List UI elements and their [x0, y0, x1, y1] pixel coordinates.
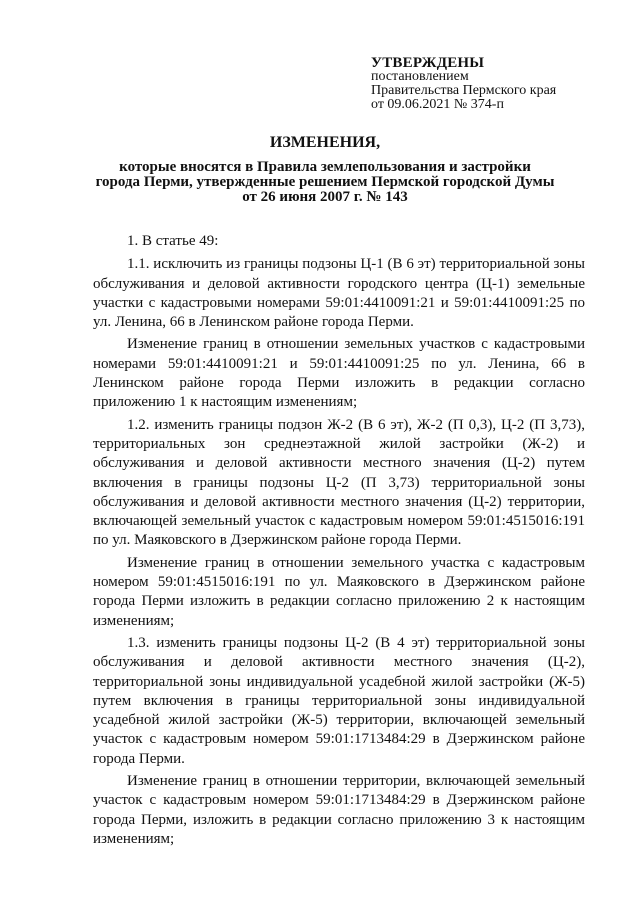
- document-body: [93, 232, 585, 852]
- body-paragraph: 1.2. изменить границы подзон Ж-2 (В 6 эт), Ж-2 (П 0,3), Ц-2 (П 3,73), территориальных зон среднеэтажной жилой застройки (Ж-2) и обслуживания и деловой активности местного значения (Ц-2) путем включения в границы подзоны Ц-2 (П 3,73) территориальной зоны обслуживания и деловой активности местного значения (Ц-2) территории, включающей земельный участок с кадастровым номером 59:01:4515016:191 по ул. Маяковского в Дзержинском районе города Перми.: [93, 416, 585, 549]
- body-paragraph: 1. В статье 49:: [127, 233, 219, 249]
- approval-line: от 09.06.2021 № 374-п: [371, 97, 504, 112]
- body-paragraph: 1.1. исключить из границы подзоны Ц-1 (В 6 эт) территориальной зоны обслуживания и деловой активности городского центра (Ц-1) земельные участки с кадастровыми номерами 59:01:4410091:21 и 59:01:4410091:25 по ул. Ленина, 66 в Ленинском районе города Перми.: [93, 256, 585, 331]
- document-title: ИЗМЕНЕНИЯ,: [269, 134, 381, 151]
- body-paragraph: Изменение границ в отношении земельных участков с кадастровыми номерами 59:01:4410091:21 и 59:01:4410091:25 по ул. Ленина, 66 в Ленинском районе города Перми изложить в редакции согласно приложению 1 к настоящим изменениям;: [93, 336, 585, 411]
- body-paragraph: 1.3. изменить границы подзоны Ц-2 (В 4 эт) территориальной зоны обслуживания и деловой активности местного значения (Ц-2), территориальной зоны индивидуальной усадебной жилой застройки (Ж-5) путем включения в границы территориальной зоны индивидуальной усадебной жилой застройки (Ж-5) территории, включающей земельный участок с кадастровым номером 59:01:1713484:29 в Дзержинском районе города Перми.: [93, 634, 585, 767]
- body-paragraph: Изменение границ в отношении земельного участка с кадастровым номером 59:01:4515016:191 по ул. Маяковского в Дзержинском районе города Перми изложить в редакции согласно приложению 2 к настоящим изменениям;: [93, 554, 585, 629]
- approval-line: постановлением: [371, 69, 469, 84]
- approval-heading: УТВЕРЖДЕНЫ: [371, 55, 485, 71]
- body-paragraph: Изменение границ в отношении территории, включающей земельный участок с кадастровым номером 59:01:1713484:29 в Дзержинском районе города Перми, изложить в редакции согласно приложению 3 к настоящим изменениям;: [93, 773, 585, 847]
- approval-line: Правительства Пермского края: [371, 83, 557, 98]
- document-title-block: [90, 134, 560, 205]
- document-subtitle-line: которые вносятся в Правила землепользования и застройки: [119, 159, 531, 175]
- document-subtitle-line: от 26 июня 2007 г. № 143: [242, 189, 408, 205]
- approval-stamp: [371, 56, 601, 112]
- document-subtitle-line: города Перми, утвержденные решением Пермской городской Думы: [95, 174, 555, 190]
